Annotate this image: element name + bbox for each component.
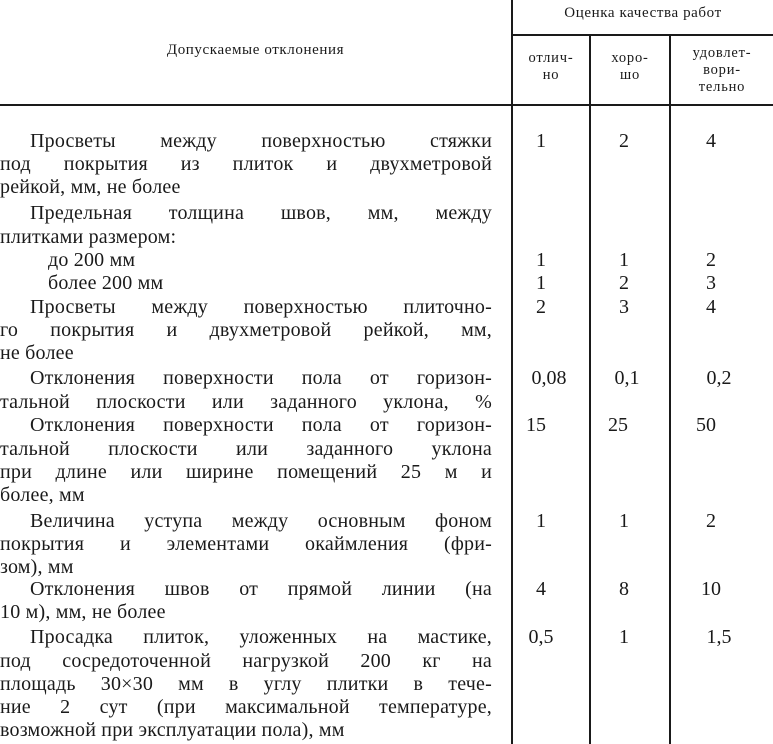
row-text-line: возможной при эксплуатации пола), мм	[0, 719, 345, 741]
value-satisfactory: 0,2	[706, 367, 732, 389]
row-text-line: Просадка плиток, уложенных на мастике,	[30, 626, 492, 648]
value-satisfactory: 50	[696, 414, 716, 436]
value-satisfactory: 2	[706, 510, 716, 532]
row-text-line: 10 м), мм, не более	[0, 601, 166, 623]
value-good: 0,1	[614, 367, 640, 389]
row-text-line: го покрытия и двухметровой рейкой, мм,	[0, 319, 492, 341]
row-text-line: не более	[0, 342, 74, 364]
value-excellent: 15	[526, 414, 546, 436]
row-text-line: зом), мм	[0, 556, 74, 578]
row-text-line: Отклонения швов от прямой линии (на	[30, 578, 492, 600]
value-satisfactory: 10	[701, 578, 721, 600]
row-text-line: плитками размером:	[0, 226, 177, 248]
value-excellent: 1	[536, 130, 546, 152]
row-text-line: покрытия и элементами окаймления (фри-	[0, 533, 492, 555]
row-text-line: тальной плоскости или заданного уклона, %	[0, 391, 492, 413]
value-good: 2	[619, 130, 629, 152]
value-excellent: 1	[536, 272, 546, 294]
row-text-line: тальной плоскости или заданного уклона	[0, 438, 492, 460]
value-good: 1	[619, 249, 629, 271]
row-text-line: более 200 мм	[48, 272, 164, 294]
header-bottom-rule	[0, 104, 773, 106]
value-satisfactory: 1,5	[706, 626, 732, 648]
value-excellent: 1	[536, 249, 546, 271]
value-good: 1	[619, 510, 629, 532]
row-text-line: ние 2 сут (при максимальной температуре,	[0, 696, 492, 718]
row-text-line: под покрытия из плиток и двухметровой	[0, 153, 492, 175]
row-text-line: Отклонения поверхности пола от горизон-	[30, 367, 492, 389]
row-text-line: Предельная толщина швов, мм, между	[30, 202, 492, 224]
value-satisfactory: 3	[706, 272, 716, 294]
row-text-line: Величина уступа между основным фоном	[30, 510, 492, 532]
row-text-line: под сосредоточенной нагрузкой 200 кг на	[0, 650, 492, 672]
row-text-line: площадь 30×30 мм в углу плитки в тече-	[0, 673, 492, 695]
value-excellent: 4	[536, 578, 546, 600]
value-satisfactory: 4	[706, 296, 716, 318]
value-good: 25	[608, 414, 628, 436]
row-text-line: Просветы между поверхностью стяжки	[30, 130, 492, 152]
row-text-line: рейкой, мм, не более	[0, 176, 181, 198]
row-text-line: до 200 мм	[48, 249, 136, 271]
quality-group-header: Оценка качества работ	[564, 5, 722, 21]
value-satisfactory: 4	[706, 130, 716, 152]
row-text-line: Отклонения поверхности пола от горизон-	[30, 414, 492, 436]
row-text-line: при длине или ширине помещений 25 м и	[0, 461, 492, 483]
col-header-satisfactory: удовлет- вори- тельно	[692, 45, 752, 95]
value-good: 8	[619, 578, 629, 600]
header-divider-quality	[511, 34, 773, 36]
col-header-excellent: отлич- но	[528, 50, 574, 83]
value-good: 1	[619, 626, 629, 648]
value-excellent: 0,5	[528, 626, 554, 648]
row-text-line: более, мм	[0, 484, 85, 506]
value-satisfactory: 2	[706, 249, 716, 271]
row-text-line: Просветы между поверхностью плиточно-	[30, 296, 492, 318]
col-header-good: хоро- шо	[611, 50, 649, 83]
deviation-column-header: Допускаемые отклонения	[166, 42, 345, 58]
value-excellent: 1	[536, 510, 546, 532]
value-excellent: 2	[536, 296, 546, 318]
value-good: 3	[619, 296, 629, 318]
value-excellent: 0,08	[531, 367, 567, 389]
value-good: 2	[619, 272, 629, 294]
